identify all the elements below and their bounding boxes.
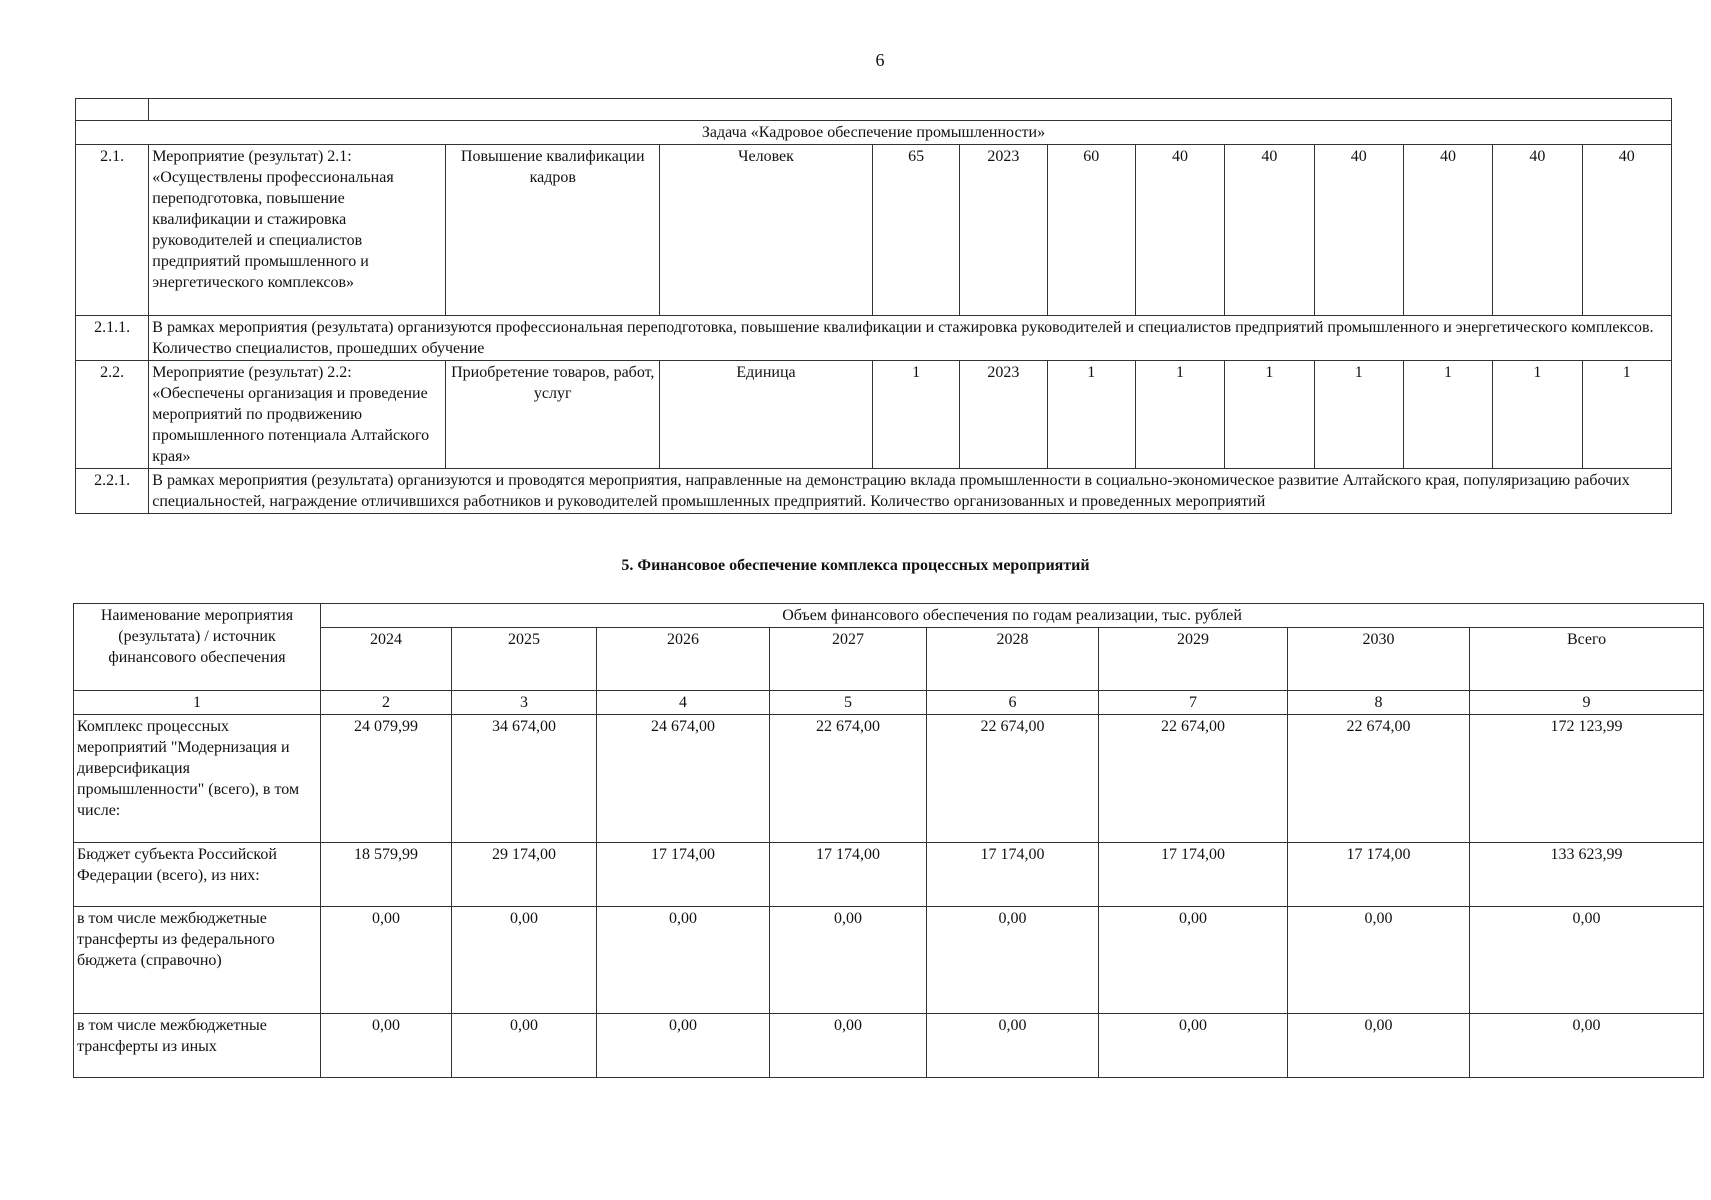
group-header: Объем финансового обеспечения по годам реализации, тыс. рублей [321,604,1704,628]
amount: 17 174,00 [1099,843,1288,907]
source-label: в том числе межбюджетные трансферты из иных [74,1014,321,1078]
source-label: Бюджет субъекта Российской Федерации (всего), из них: [74,843,321,907]
column-number: 1 [74,691,321,715]
measure-name: Мероприятие (результат) 2.1: «Осуществлены профессиональная переподготовка, повышение квалификации и стажировка руководителей и специалистов предприятий промышленного и энергетического комплексов» [149,145,446,316]
total-amount: 0,00 [1470,1014,1704,1078]
column-number: 6 [927,691,1099,715]
column-number-row [74,691,1704,715]
year-header: 2030 [1288,628,1470,691]
finance-header-row [74,604,1704,628]
year-header: 2026 [597,628,770,691]
year-value: 1 [1135,361,1224,469]
finance-row [74,907,1704,1014]
row-number: 2.2.1. [76,469,149,514]
total-amount: 0,00 [1470,907,1704,1014]
unit: Человек [660,145,873,316]
year-value: 1 [1403,361,1492,469]
amount: 0,00 [597,1014,770,1078]
header-strip-row [76,99,1672,121]
base-value: 65 [872,145,959,316]
page-number: 6 [875,50,885,70]
year-value: 1 [1225,361,1314,469]
column-number: 5 [770,691,927,715]
year-header: 2025 [452,628,597,691]
amount: 29 174,00 [452,843,597,907]
row-number: 2.2. [76,361,149,469]
finance-row [74,843,1704,907]
year-value: 40 [1135,145,1224,316]
year-value: 40 [1493,145,1582,316]
column-number: 9 [1470,691,1704,715]
amount: 0,00 [321,907,452,1014]
subrow-text: В рамках мероприятия (результата) организуются и проводятся мероприятия, направленные на демонстрацию вклада промышленности в социально-экономическое развитие Алтайского края, популяризацию рабочих специальностей, награждение отличившихся работников и руководителей промышленных предприятий. Количество организованных и проведенных мероприятий [149,469,1672,514]
amount: 22 674,00 [927,715,1099,843]
task-table [75,98,1672,514]
finance-row [74,1014,1704,1078]
year-value: 40 [1225,145,1314,316]
year-header: 2024 [321,628,452,691]
task-row [76,145,1672,316]
section-title: 5. Финансовое обеспечение комплекса процессных мероприятий [621,557,1090,574]
amount: 0,00 [1099,1014,1288,1078]
amount: 22 674,00 [770,715,927,843]
task-subrow [76,316,1672,361]
col-name-header: Наименование мероприятия (результата) / источник финансового обеспечения [74,604,321,691]
amount: 34 674,00 [452,715,597,843]
total-amount: 172 123,99 [1470,715,1704,843]
row-number: 2.1. [76,145,149,316]
task-header: Задача «Кадровое обеспечение промышленности» [76,121,1672,145]
source-label: в том числе межбюджетные трансферты из федерального бюджета (справочно) [74,907,321,1014]
task-header-row [76,121,1672,145]
amount: 17 174,00 [1288,843,1470,907]
year-value: 1 [1047,361,1135,469]
header-strip-cell [149,99,1672,121]
amount: 18 579,99 [321,843,452,907]
amount: 0,00 [1288,1014,1470,1078]
amount: 0,00 [770,907,927,1014]
amount: 0,00 [452,907,597,1014]
amount: 0,00 [597,907,770,1014]
measure-type: Приобретение товаров, работ, услуг [446,361,660,469]
subrow-text: В рамках мероприятия (результата) организуются профессиональная переподготовка, повышение квалификации и стажировка руководителей и специалистов предприятий промышленного и энергетического комплексов. Количество специалистов, прошедших обучение [149,316,1672,361]
base-value: 1 [872,361,959,469]
total-header: Всего [1470,628,1704,691]
base-year: 2023 [960,145,1047,316]
amount: 0,00 [1288,907,1470,1014]
amount: 22 674,00 [1288,715,1470,843]
unit: Единица [660,361,873,469]
column-number: 4 [597,691,770,715]
task-row [76,361,1672,469]
amount: 0,00 [452,1014,597,1078]
amount: 17 174,00 [927,843,1099,907]
amount: 17 174,00 [597,843,770,907]
column-number: 7 [1099,691,1288,715]
finance-table [73,603,1704,1078]
year-value: 1 [1582,361,1671,469]
year-header: 2028 [927,628,1099,691]
amount: 0,00 [321,1014,452,1078]
year-value: 40 [1314,145,1403,316]
amount: 0,00 [927,907,1099,1014]
year-value: 60 [1047,145,1135,316]
amount: 0,00 [927,1014,1099,1078]
finance-row [74,715,1704,843]
column-number: 3 [452,691,597,715]
amount: 24 674,00 [597,715,770,843]
total-amount: 133 623,99 [1470,843,1704,907]
column-number: 2 [321,691,452,715]
base-year: 2023 [960,361,1047,469]
year-value: 40 [1403,145,1492,316]
year-header: 2029 [1099,628,1288,691]
header-strip-cell [76,99,149,121]
amount: 22 674,00 [1099,715,1288,843]
source-label: Комплекс процессных мероприятий "Модернизация и диверсификация промышленности" (всего), в том числе: [74,715,321,843]
amount: 0,00 [770,1014,927,1078]
amount: 17 174,00 [770,843,927,907]
year-value: 40 [1582,145,1671,316]
amount: 0,00 [1099,907,1288,1014]
row-number: 2.1.1. [76,316,149,361]
year-header: 2027 [770,628,927,691]
year-value: 1 [1314,361,1403,469]
column-number: 8 [1288,691,1470,715]
year-value: 1 [1493,361,1582,469]
measure-type: Повышение квалификации кадров [446,145,660,316]
measure-name: Мероприятие (результат) 2.2: «Обеспечены организация и проведение мероприятий по продвижению промышленного потенциала Алтайского края» [149,361,446,469]
task-subrow [76,469,1672,514]
amount: 24 079,99 [321,715,452,843]
